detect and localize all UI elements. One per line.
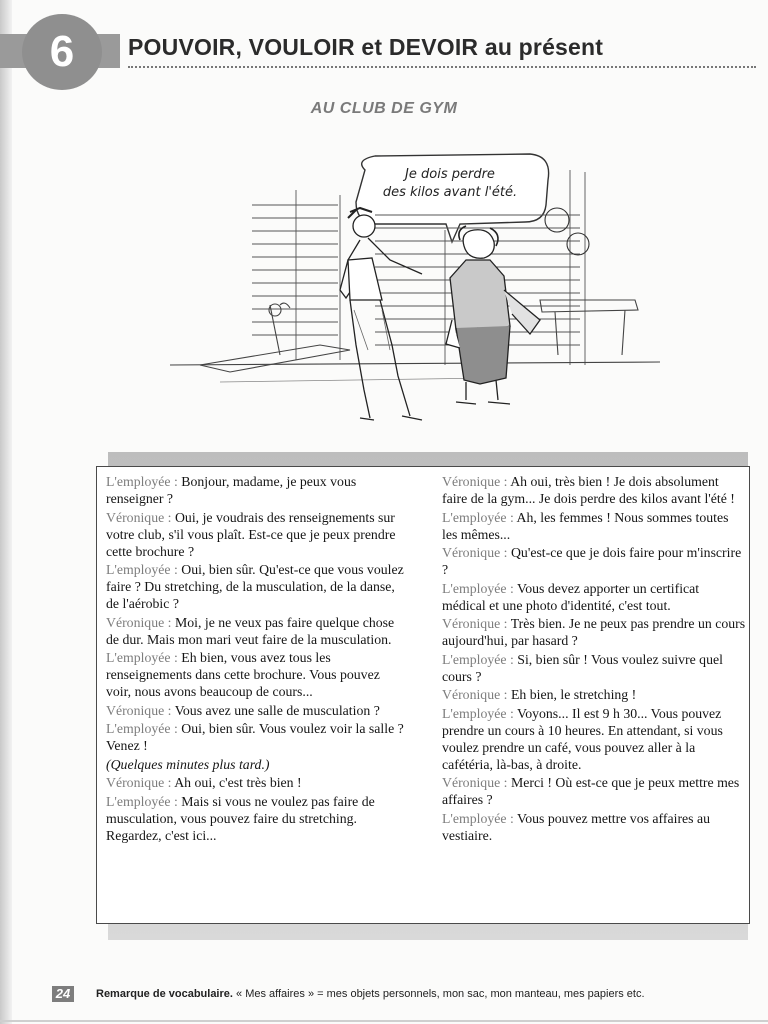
speech-bubble-line: Je dois perdre	[405, 167, 495, 182]
speaker-label: Véronique :	[106, 614, 172, 630]
speech-text: Merci ! Où est-ce que je peux mettre mes affaires ?	[442, 775, 740, 807]
dialogue-line	[106, 774, 406, 791]
dialogue-line	[442, 544, 746, 578]
dialogue-line	[442, 686, 746, 703]
employee-figure	[340, 208, 422, 420]
speech-text: Qu'est-ce que je dois faire pour m'inscrire ?	[442, 545, 742, 577]
veronique-figure	[446, 226, 540, 404]
dialogue-line	[442, 705, 746, 773]
scan-edge-shadow	[0, 0, 12, 1024]
speaker-label: L'employée :	[442, 580, 514, 596]
dialogue-column-right	[442, 473, 746, 845]
dialogue-line	[442, 580, 746, 614]
title-dotted-rule	[128, 66, 756, 68]
speaker-label: L'employée :	[106, 721, 178, 736]
speech-text: Bonjour, madame, je peux vous renseigner ?	[106, 474, 357, 506]
chapter-number-badge: 6	[22, 14, 102, 90]
speaker-label: L'employée :	[442, 509, 514, 525]
window-blinds-left	[252, 190, 340, 360]
speaker-label: Véronique :	[442, 616, 508, 631]
speech-text: Oui, bien sûr. Qu'est-ce que vous voulez faire ? Du stretching, de la musculation, de la danse, de l'aérobic ?	[106, 562, 404, 611]
speaker-label: Véronique :	[106, 702, 172, 718]
speaker-label: L'employée :	[442, 651, 514, 667]
speech-text: Mais si vous ne voulez pas faire de musculation, vous pouvez faire du stretching. Regardez, c'est ici...	[106, 793, 375, 843]
speech-text: Vous pouvez mettre vos affaires au vestiaire.	[442, 810, 711, 843]
speaker-label: Véronique :	[442, 545, 508, 560]
speaker-label: L'employée :	[106, 650, 178, 665]
speech-text: Vous avez une salle de musculation ?	[174, 702, 380, 718]
speech-text: Oui, bien sûr. Vous voulez voir la salle ? Venez !	[106, 721, 404, 753]
speech-text: Si, bien sûr ! Vous voulez suivre quel cours ?	[442, 651, 723, 684]
speaker-label: Véronique :	[442, 775, 508, 790]
dialogue-line	[106, 702, 406, 719]
speech-text: Très bien. Je ne peux pas prendre un cours aujourd'hui, par hasard ?	[442, 616, 746, 648]
speech-text: Vous devez apporter un certificat médical et une photo d'identité, c'est tout.	[442, 580, 700, 613]
dialogue-line	[106, 649, 406, 700]
speaker-label: L'employée :	[442, 810, 514, 826]
dialogue-line	[106, 793, 406, 844]
dialogue-line	[106, 720, 406, 754]
speech-text: Voyons... Il est 9 h 30... Vous pouvez prendre un cours à 10 heures. En attendant, si vous voulez prendre un café, vous pouvez aller à la cafétéria, là-bas, à droite.	[442, 705, 723, 772]
page-number: 24	[52, 986, 74, 1002]
page-bottom-rule	[0, 1020, 768, 1022]
vocabulary-note	[96, 988, 645, 1000]
section-subtitle: AU CLUB DE GYM	[310, 100, 458, 117]
dialogue-line	[106, 473, 406, 507]
speech-text: Eh bien, le stretching !	[510, 687, 637, 702]
dialogue-line	[442, 509, 746, 543]
stage-direction-text: (Quelques minutes plus tard.)	[106, 756, 270, 772]
weight-bench	[200, 303, 350, 372]
vocabulary-note-label: Remarque de vocabulaire.	[96, 988, 233, 1000]
dialogue-line	[442, 473, 746, 507]
dialogue-line	[442, 651, 746, 685]
speaker-label: Véronique :	[442, 687, 508, 702]
floor-line	[170, 362, 660, 365]
speech-bubble-text	[360, 166, 540, 202]
vocabulary-note-text: « Mes affaires » = mes objets personnels, mon sac, mon manteau, mes papiers etc.	[236, 988, 645, 1000]
exercise-bench	[540, 300, 638, 355]
speaker-label: L'employée :	[106, 562, 178, 577]
chapter-title: POUVOIR, VOULOIR et DEVOIR au présent	[128, 34, 604, 60]
speech-text: Ah oui, c'est très bien !	[174, 775, 302, 790]
speech-bubble-line: des kilos avant l'été.	[382, 185, 518, 200]
speaker-label: Véronique :	[106, 775, 172, 790]
speech-text: Eh bien, vous avez tous les renseignements dans cette brochure. Vous pouvez voir, nous avons beaucoup de cours...	[106, 650, 380, 699]
speaker-label: L'employée :	[106, 793, 178, 809]
dialogue-line	[442, 774, 746, 808]
stage-direction	[106, 756, 406, 773]
dialogue-line	[442, 810, 746, 844]
speaker-label: Véronique :	[442, 474, 508, 489]
dialogue-line	[106, 614, 406, 648]
speaker-label: L'employée :	[442, 705, 514, 721]
gym-illustration	[160, 150, 680, 440]
dialogue-column-left	[106, 473, 406, 845]
speech-text: Ah, les femmes ! Nous sommes toutes les mêmes...	[442, 509, 729, 542]
speech-text: Ah oui, très bien ! Je dois absolument faire de la gym... Je dois perdre des kilos avant l'été !	[442, 474, 735, 506]
speaker-label: Véronique :	[106, 509, 172, 525]
dialogue-line	[106, 561, 406, 612]
speaker-label: L'employée :	[106, 474, 178, 489]
dialogue-line	[106, 509, 406, 560]
dialogue-line	[442, 615, 746, 649]
speech-text: Oui, je voudrais des renseignements sur votre club, s'il vous plaît. Est-ce que je peux prendre cette brochure ?	[106, 509, 396, 559]
dialogue-box	[96, 466, 750, 924]
speech-text: Moi, je ne veux pas faire quelque chose de dur. Mais mon mari veut faire de la musculation.	[106, 614, 395, 647]
